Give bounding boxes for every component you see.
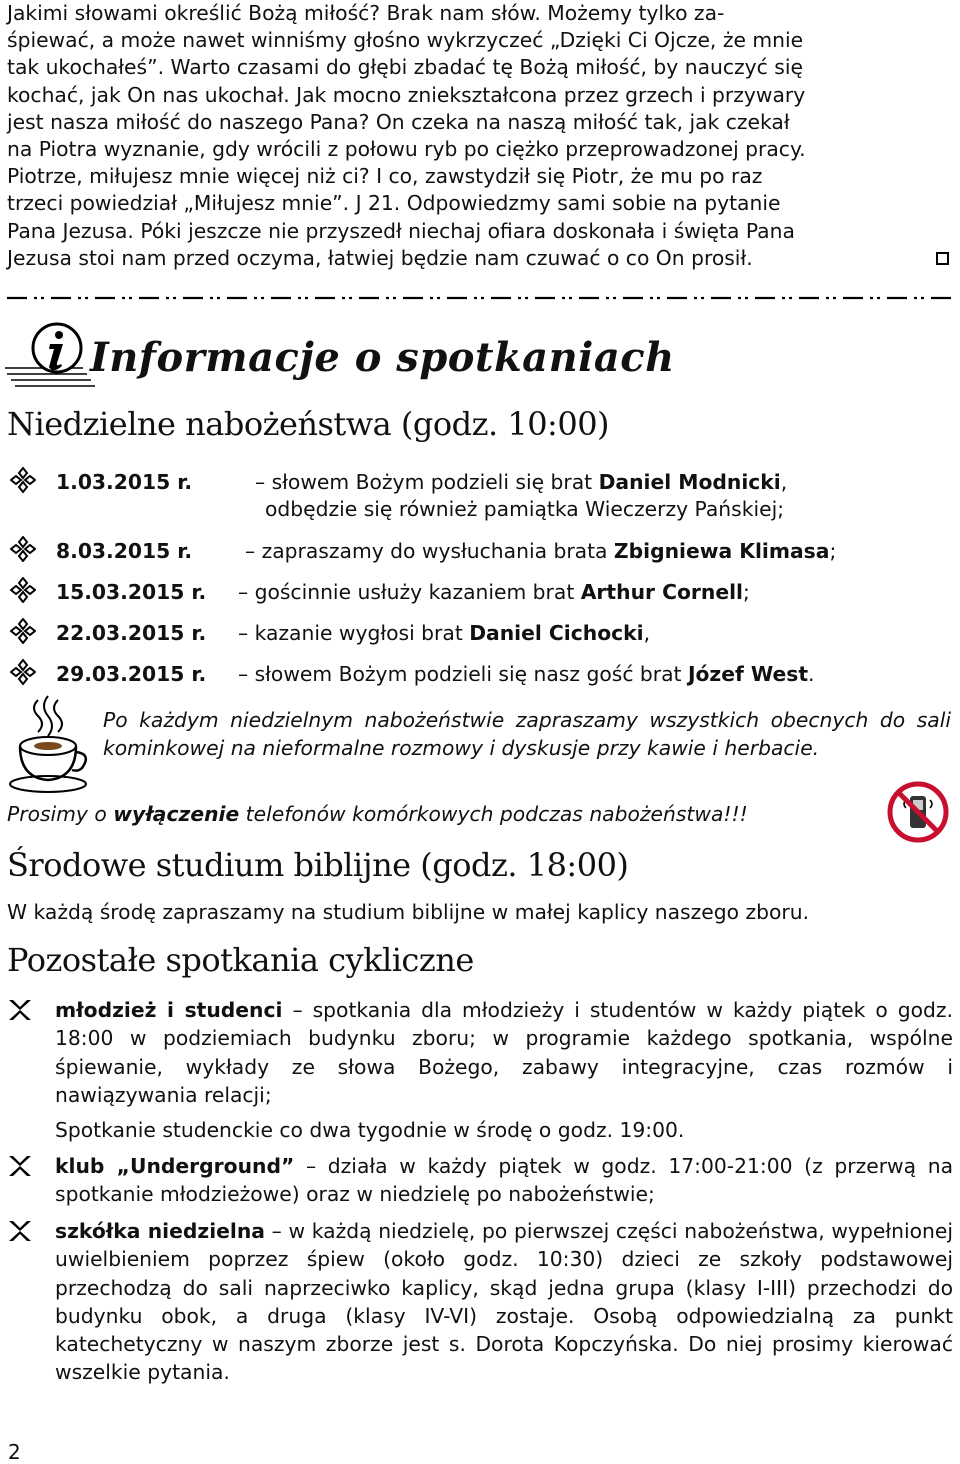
intro-line: Jezusa stoi nam przed oczyma, łatwiej będzie nam czuwać o co On prosił.: [7, 245, 753, 270]
service-desc: – kazanie wygłosi brat Daniel Cichocki,: [238, 621, 651, 645]
service-desc: – słowem Bożym podzieli się nasz gość brat Józef West.: [238, 662, 815, 686]
meeting-item: [7, 996, 953, 1144]
preacher-name: Daniel Modnicki: [598, 470, 781, 494]
service-date: 1.03.2015 r.: [56, 470, 193, 494]
intro-line: Piotrze, miłujesz mnie więcej niż ci? I co, zawstydził się Piotr, że mu po raz: [7, 164, 763, 189]
service-date: 22.03.2015 r.: [56, 621, 207, 645]
wednesday-heading: Środowe studium biblijne (godz. 18:00): [7, 846, 629, 884]
intro-paragraph: [7, 0, 953, 272]
wednesday-text: W każdą środę zapraszamy na studium biblijne w małej kaplicy naszego zboru.: [7, 900, 810, 924]
diamond-bullet-icon: [10, 467, 36, 493]
other-heading: Pozostałe spotkania cykliczne: [7, 941, 474, 979]
intro-line: na Piotra wyznanie, gdy wrócili z połowu ryb po ciężko przeprowadzonej pracy.: [7, 137, 806, 162]
preacher-name: Zbigniewa Klimasa: [613, 539, 830, 563]
intro-line: tak ukochałeś”. Warto czasami do głębi zbadać tę Bożą miłość, by nauczyć się: [7, 55, 803, 80]
intro-line: kochać, jak On nas ukochał. Jak mocno zniekształcona przez grzech i przywary: [7, 82, 806, 107]
phone-notice: Prosimy o wyłączenie telefonów komórkowych podczas nabożeństwa!!!: [7, 802, 748, 826]
hourglass-bullet-icon: [7, 1219, 33, 1243]
meeting-item: [7, 1217, 953, 1387]
diamond-bullet-icon: [10, 659, 36, 685]
hourglass-bullet-icon: [7, 998, 33, 1022]
service-desc: – słowem Bożym podzieli się brat Daniel Modnicki,: [255, 470, 788, 494]
service-date: 15.03.2015 r.: [56, 580, 207, 604]
diamond-bullet-icon: [10, 577, 36, 603]
coffee-note: Po każdym niedzielnym nabożeństwie zapraszamy wszystkich obecnych do sali kominkowej na nieformalne rozmowy i dyskusje przy kawie i herbacie.: [103, 708, 951, 760]
meeting-text: – w każdą niedzielę, po pierwszej części nabożeństwa, wypełnionej uwielbieniem poprzez śpiew (około godz. 10:30) dzieci ze szkoły podstawowej przechodzą do sali naprzeciwko kaplicy, skąd jedna grupa (klasy I-III) przechodzi do budynku obok, a druga (klasy IV-VI) zostaje. Osobą odpowiedzialną za punkt katechetyczny w naszym zborze jest s. Dorota Kopczyńska. Do niej prosimy kierować wszelkie pytania.: [55, 1219, 953, 1385]
checkbox-icon: [936, 252, 949, 265]
hourglass-bullet-icon: [7, 1154, 33, 1178]
no-phone-icon: [886, 780, 950, 844]
sunday-heading: Niedzielne nabożeństwa (godz. 10:00): [7, 405, 610, 443]
intro-line: jest nasza miłość do naszego Pana? On czeka na naszą miłość tak, jak czekał: [7, 109, 790, 134]
preacher-name: Daniel Cichocki: [469, 621, 644, 645]
preacher-name: Józef West: [687, 662, 809, 686]
meeting-text: – spotkania dla młodzieży i studentów w każdy piątek o godz. 18:00 w podziemiach budynku zboru; w programie każdego spotkania, wspólne śpiewanie, wykłady ze słowa Bożego, zabawy integracyjne, czas rozmów i nawiązywania relacji;: [55, 998, 954, 1107]
service-date: 8.03.2015 r.: [56, 539, 193, 563]
diamond-bullet-icon: [10, 618, 36, 644]
preacher-name: Arthur Cornell: [580, 580, 743, 604]
intro-line: śpiewać, a może nawet winniśmy głośno wykrzyczeć „Dzięki Ci Ojcze, że mnie: [7, 28, 804, 53]
meeting-item: [7, 1152, 953, 1209]
intro-line: Pana Jezusa. Póki jeszcze nie przyszedł niechaj ofiara doskonała i święta Pana: [7, 218, 795, 243]
meeting-label: młodzież i studenci: [55, 998, 283, 1022]
meeting-text: – działa w każdy piątek w godz. 17:00-21:00 (z przerwą na spotkanie młodzieżowe) oraz w niedzielę po nabożeństwie;: [55, 1154, 953, 1207]
intro-line: Jakimi słowami określić Bożą miłość? Brak nam słów. Możemy tylko za-: [7, 1, 725, 25]
meeting-label: klub „Underground”: [55, 1154, 295, 1178]
meeting-extra: Spotkanie studenckie co dwa tygodnie w środę o godz. 19:00.: [55, 1118, 685, 1143]
page-number: 2: [8, 1440, 21, 1464]
coffee-cup-icon: [8, 694, 96, 794]
info-section-title: Informacje o spotkaniach: [90, 334, 675, 381]
intro-last-line: [7, 245, 953, 272]
section-divider: [7, 295, 951, 301]
service-date: 29.03.2015 r.: [56, 662, 207, 686]
diamond-bullet-icon: [10, 536, 36, 562]
intro-line: trzeci powiedział „Miłujesz mnie”. J 21. Odpowiedzmy sami sobie na pytanie: [7, 191, 781, 216]
meeting-label: szkółka niedzielna: [55, 1219, 265, 1243]
info-icon: [5, 324, 95, 386]
service-desc: – gościnnie usłuży kazaniem brat Arthur Cornell;: [238, 580, 750, 604]
service-desc: – zapraszamy do wysłuchania brata Zbigniewa Klimasa;: [245, 539, 837, 563]
service-desc-extra: odbędzie się również pamiątka Wieczerzy Pańskiej;: [265, 497, 785, 521]
